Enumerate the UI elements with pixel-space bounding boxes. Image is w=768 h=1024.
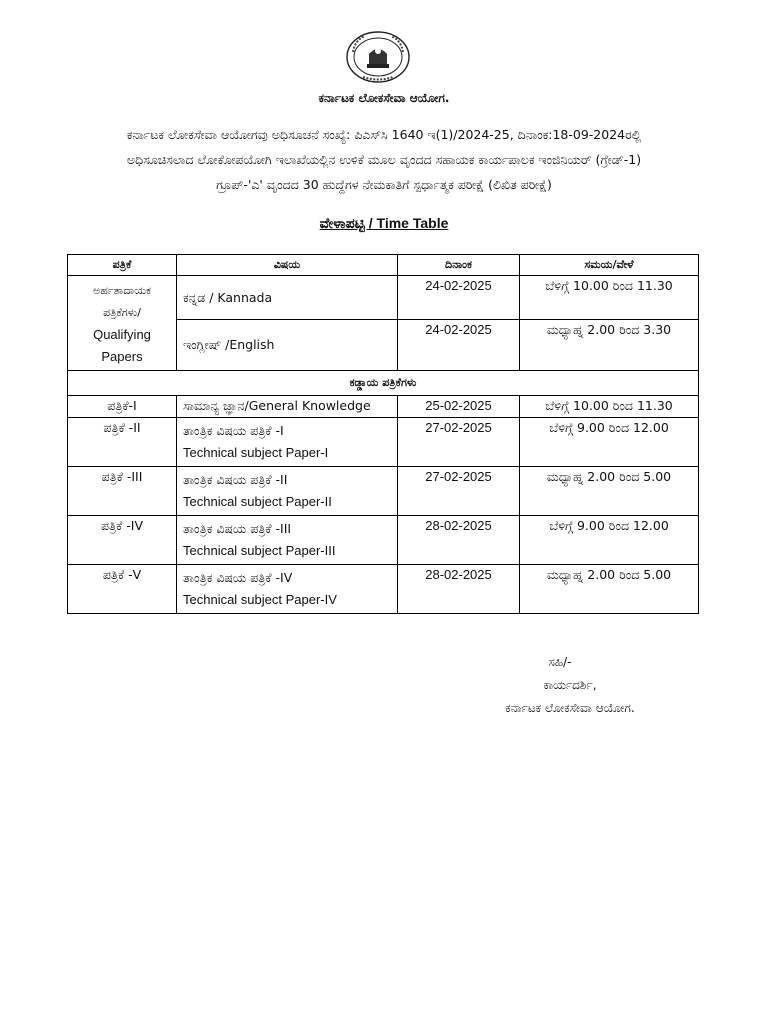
subject-en: Technical subject Paper-IV: [183, 592, 337, 607]
date-cell: 24-02-2025: [398, 276, 520, 320]
subject-cell: ಸಾಮಾನ್ಯ ಜ್ಞಾನ/General Knowledge: [177, 396, 398, 418]
time-cell: ಮಧ್ಯಾಹ್ನ 2.00 ರಿಂದ 3.30: [520, 320, 699, 371]
subject-kn: ತಾಂತ್ರಿಕ ವಿಷಯ ಪತ್ರಿಕೆ -IV: [183, 570, 293, 585]
column-header-time: ಸಮಯ/ವೇಳೆ: [520, 255, 699, 276]
time-cell: ಮಧ್ಯಾಹ್ನ 2.00 ರಿಂದ 5.00: [520, 565, 699, 614]
paper-cell: ಪತ್ರಿಕೆ -III: [68, 467, 177, 516]
paper-cell: ಪತ್ರಿಕೆ -V: [68, 565, 177, 614]
date-cell: 27-02-2025: [398, 467, 520, 516]
column-header-date: ದಿನಾಂಕ: [398, 255, 520, 276]
qualifying-label-kn: ಅರ್ಹತಾದಾಯಕ ಪತ್ರಿಕೆಗಳು/: [92, 284, 151, 319]
table-header-row: [68, 255, 699, 276]
subject-kn: ತಾಂತ್ರಿಕ ವಿಷಯ ಪತ್ರಿಕೆ -III: [183, 521, 292, 536]
notification-line-3: ಗ್ರೂಪ್-'ಎ' ವೃಂದದ 30 ಹುದ್ದೆಗಳ ನೇಮಕಾತಿಗೆ ಸ್ಪರ್ಧಾತ್ಮಕ ಪರೀಕ್ಷೆ (ಲಿಖಿತ ಪರೀಕ್ಷೆ): [216, 177, 552, 192]
date-cell: 27-02-2025: [398, 418, 520, 467]
document-title: ಕರ್ನಾಟಕ ಲೋಕಸೇವಾ ಆಯೋಗ.: [318, 91, 450, 105]
date-cell: 25-02-2025: [398, 396, 520, 418]
qualifying-label-en: Qualifying Papers: [93, 327, 151, 364]
date-cell: 28-02-2025: [398, 565, 520, 614]
table-row: [68, 467, 699, 516]
compulsory-papers-heading: ಕಡ್ಡಾಯ ಪತ್ರಿಕೆಗಳು: [68, 371, 699, 396]
notification-line-2: ಅಧಿಸೂಚಿಸಲಾದ ಲೋಕೋಪಯೋಗಿ ಇಲಾಖೆಯಲ್ಲಿನ ಉಳಿಕೆ ಮೂಲ ವೃಂದದ ಸಹಾಯಕ ಕಾರ್ಯಪಾಲಕ ಇಂಜಿನಿಯರ್ (ಗ್ರೇಡ್-1): [126, 152, 642, 167]
paper-cell: ಪತ್ರಿಕೆ -II: [68, 418, 177, 467]
column-header-subject: ವಿಷಯ: [177, 255, 398, 276]
table-row: [68, 276, 699, 320]
qualifying-papers-cell: [68, 276, 177, 371]
subject-cell: [177, 418, 398, 467]
subject-cell: [177, 467, 398, 516]
table-heading: ವೇಳಾಪಟ್ಟಿ / Time Table: [319, 215, 449, 231]
timetable: [67, 254, 699, 614]
subject-en: Technical subject Paper-III: [183, 543, 336, 558]
subject-cell: ಇಂಗ್ಲೀಷ್ /English: [177, 320, 398, 371]
paper-cell: ಪತ್ರಿಕೆ-I: [68, 396, 177, 418]
date-cell: 28-02-2025: [398, 516, 520, 565]
time-cell: ಬೆಳಿಗ್ಗೆ 9.00 ರಿಂದ 12.00: [520, 418, 699, 467]
subject-en: Technical subject Paper-I: [183, 445, 329, 460]
time-cell: ಬೆಳಿಗ್ಗೆ 10.00 ರಿಂದ 11.30: [520, 396, 699, 418]
time-cell: ಮಧ್ಯಾಹ್ನ 2.00 ರಿಂದ 5.00: [520, 467, 699, 516]
time-cell: ಬೆಳಿಗ್ಗೆ 9.00 ರಿಂದ 12.00: [520, 516, 699, 565]
subject-cell: [177, 516, 398, 565]
date-cell: 24-02-2025: [398, 320, 520, 371]
compulsory-heading-row: [68, 371, 699, 396]
subject-kn: ತಾಂತ್ರಿಕ ವಿಷಯ ಪತ್ರಿಕೆ -II: [183, 472, 288, 487]
paper-cell: ಪತ್ರಿಕೆ -IV: [68, 516, 177, 565]
signature-line: ಸಹಿ/-: [548, 655, 572, 669]
table-row: [68, 396, 699, 418]
time-cell: ಬೆಳಿಗ್ಗೆ 10.00 ರಿಂದ 11.30: [520, 276, 699, 320]
subject-kn: ತಾಂತ್ರಿಕ ವಿಷಯ ಪತ್ರಿಕೆ -I: [183, 423, 284, 438]
notification-line-1: ಕರ್ನಾಟಕ ಲೋಕಸೇವಾ ಆಯೋಗವು ಅಧಿಸೂಚನೆ ಸಂಖ್ಯೆ: ಪಿಎಸ್‌ಸಿ 1640 ಇ(1)/2024-25, ದಿನಾಂಕ:18-09-2024ರಲ್ಲಿ: [126, 127, 642, 142]
table-row: [68, 565, 699, 614]
signatory-designation: ಕಾರ್ಯದರ್ಶಿ,: [543, 678, 597, 692]
subject-cell: ಕನ್ನಡ / Kannada: [177, 276, 398, 320]
table-row: [68, 516, 699, 565]
table-row: [68, 418, 699, 467]
signatory-organisation: ಕರ್ನಾಟಕ ಲೋಕಸೇವಾ ಆಯೋಗ.: [505, 701, 635, 715]
subject-en: Technical subject Paper-II: [183, 494, 332, 509]
column-header-paper: ಪತ್ರಿಕೆ: [68, 255, 177, 276]
kpsc-emblem-icon: [345, 30, 411, 84]
subject-cell: [177, 565, 398, 614]
